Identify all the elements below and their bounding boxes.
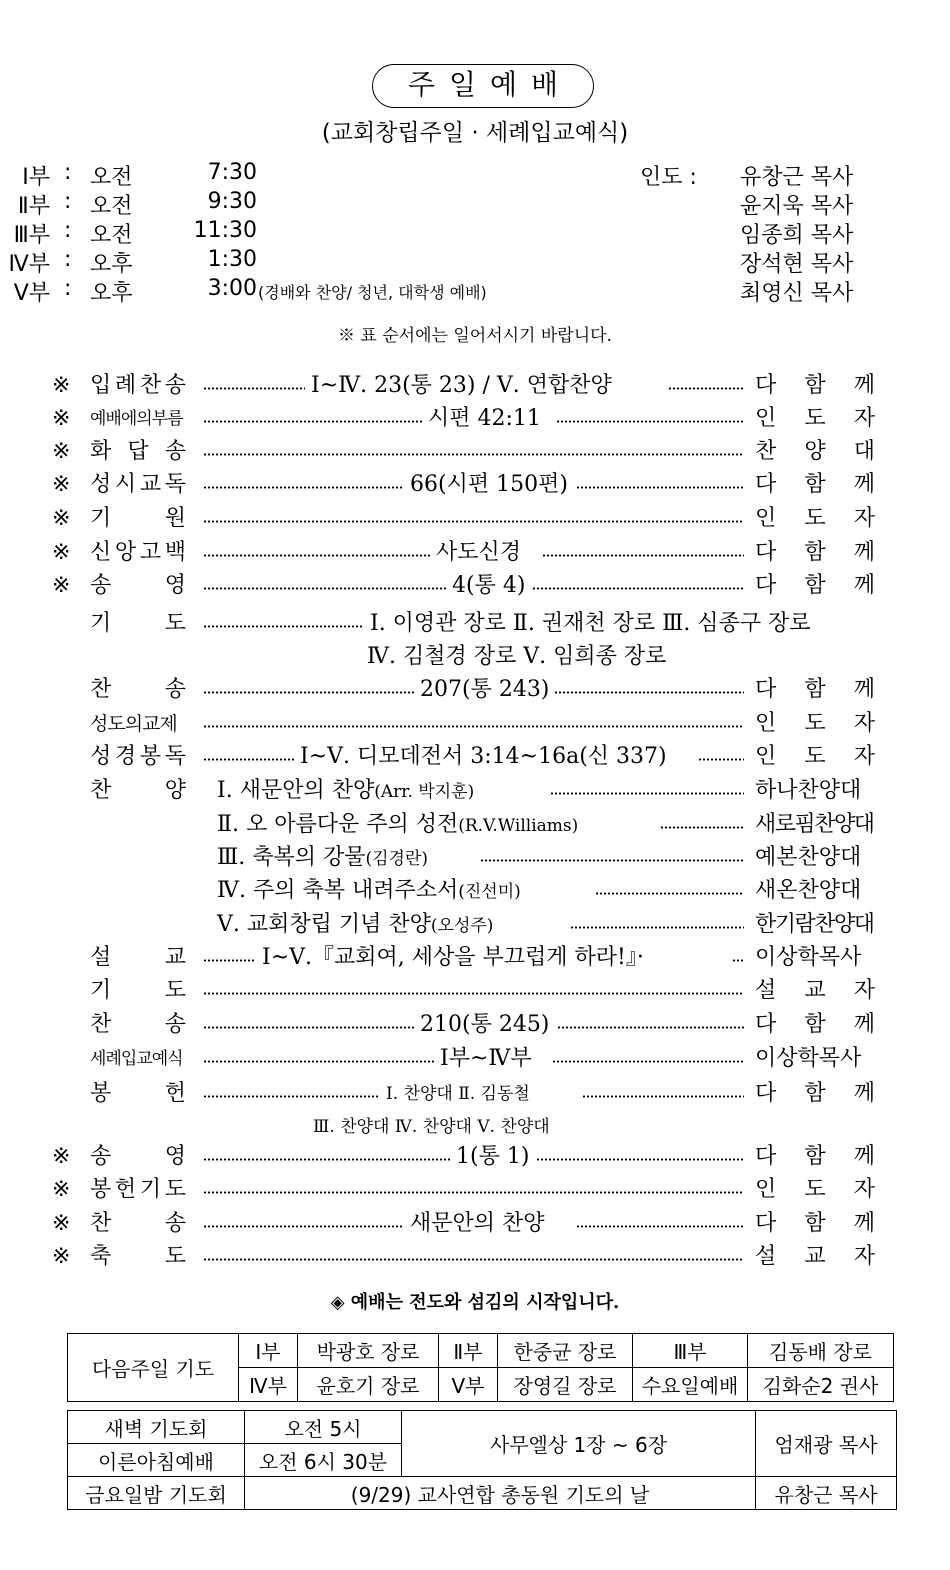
- prayer-part: Ⅴ부: [439, 1368, 498, 1402]
- order-item-name: 기 도: [90, 978, 186, 1003]
- order-item-who: 다 함 께: [755, 573, 875, 598]
- order-item-content: 시편 42:11: [428, 406, 541, 431]
- page-subtitle: (교회창립주일 · 세례입교예식): [321, 120, 629, 146]
- service-time: 9:30: [207, 189, 257, 214]
- standing-mark: ※: [52, 1177, 71, 1202]
- order-row: [0, 1242, 950, 1272]
- dot-leader: [203, 486, 404, 489]
- dot-leader: [554, 691, 744, 694]
- leader-label: 인도 :: [640, 165, 697, 190]
- order-row-continued: [0, 642, 950, 672]
- order-item-who: 다 함 께: [755, 1144, 875, 1169]
- order-item-who: 인 도 자: [755, 744, 875, 769]
- order-item-name: 기 도: [90, 611, 186, 636]
- dot-leader: [668, 387, 744, 390]
- order-item-name: 화 답 송: [90, 439, 186, 464]
- order-item-content: 새문안의 찬양: [410, 1211, 545, 1236]
- prayer-part: Ⅱ부: [439, 1334, 498, 1368]
- service-part: Ⅳ부: [8, 252, 50, 277]
- anthem-title: Ⅱ. 오 아름다운 주의 성전(R.V.Williams): [217, 812, 579, 837]
- standing-mark: ※: [52, 406, 71, 431]
- service-period: 오전: [90, 223, 133, 248]
- service-part: Ⅱ부: [17, 194, 50, 219]
- standing-mark: ※: [52, 1144, 71, 1169]
- prayer-part: Ⅳ부: [239, 1368, 298, 1402]
- prayer-name: 김동배 장로: [748, 1334, 894, 1368]
- dot-leader: [532, 587, 744, 590]
- friday-label: 금요일밤 기도회: [68, 1477, 245, 1510]
- dot-leader: [660, 826, 744, 829]
- dot-leader: [203, 1158, 450, 1161]
- order-row-continued: [0, 1112, 950, 1142]
- order-item-content: 4(통 4): [452, 573, 526, 598]
- order-row: [0, 1175, 950, 1205]
- dot-leader: [556, 420, 744, 423]
- anthem-title: Ⅲ. 축복의 강물(김경란): [217, 845, 428, 870]
- standing-mark: ※: [52, 1211, 71, 1236]
- order-item-name: 입 례 찬 송: [90, 373, 186, 398]
- order-row: [0, 538, 950, 568]
- service-part: Ⅰ부: [22, 165, 50, 190]
- order-row: [0, 742, 950, 772]
- anthem-row: [0, 910, 950, 940]
- service-part: Ⅲ부: [13, 223, 50, 248]
- dot-leader: [203, 691, 414, 694]
- service-row: Ⅳ부 : 오후 1:30: [0, 247, 600, 277]
- order-item-content: 207(통 243): [420, 677, 550, 702]
- order-item-content: 210(통 245): [420, 1012, 550, 1037]
- leader-name: 유창근 목사: [740, 165, 854, 190]
- dot-leader: [203, 554, 430, 557]
- standing-mark: ※: [52, 573, 71, 598]
- order-item-content: Ⅰ~Ⅴ. 디모데전서 3:14~16a(신 337): [300, 744, 667, 769]
- order-item-who: 인 도 자: [755, 506, 875, 531]
- dot-leader: [203, 992, 744, 995]
- order-row: [0, 976, 950, 1006]
- order-row: [0, 609, 950, 639]
- service-period: 오전: [90, 194, 133, 219]
- prayer-name: 박광호 장로: [298, 1334, 439, 1368]
- dawn-label: 새벽 기도회: [68, 1411, 245, 1444]
- order-item-name: 세례입교예식: [90, 1049, 183, 1069]
- order-row: [0, 571, 950, 601]
- meetings-table: [67, 1410, 897, 1510]
- slogan: ◈ 예배는 전도와 섬김의 시작입니다.: [330, 1292, 620, 1313]
- anthem-row: [0, 776, 950, 806]
- dot-leader: [732, 959, 744, 962]
- dot-leader: [203, 420, 422, 423]
- order-row: [0, 470, 950, 500]
- order-item-name: 축 도: [90, 1244, 186, 1269]
- order-row: [0, 404, 950, 434]
- service-note: (경배와 찬양/ 청년, 대학생 예배): [258, 283, 487, 302]
- dot-leader: [480, 859, 744, 862]
- dot-leader: [203, 1225, 404, 1228]
- order-item-content: 1(통 1): [456, 1144, 530, 1169]
- order-item-who: 인 도 자: [755, 406, 875, 431]
- service-period: 오전: [90, 165, 133, 190]
- dot-leader: [203, 1095, 380, 1098]
- order-item-who: 이상학목사: [755, 945, 862, 970]
- service-time: 11:30: [193, 218, 257, 243]
- order-row: [0, 504, 950, 534]
- choir-name: 새온찬양대: [755, 878, 862, 903]
- prayer-name: 한중균 장로: [498, 1334, 633, 1368]
- order-item-content: 66(시편 150편): [410, 472, 568, 497]
- prayer-label: 다음주일 기도: [68, 1334, 239, 1402]
- order-row: [0, 1079, 950, 1109]
- prayer-part: Ⅰ부: [239, 1334, 298, 1368]
- order-item-content: Ⅲ. 찬양대 Ⅳ. 찬양대 Ⅴ. 찬양대: [313, 1117, 550, 1137]
- prayer-part: 수요일예배: [633, 1368, 748, 1402]
- order-item-who: 다 함 께: [755, 472, 875, 497]
- order-row: [0, 709, 950, 739]
- choir-name: 예본찬양대: [755, 845, 862, 870]
- service-row: Ⅴ부 : 오후 3:00 (경배와 찬양/ 청년, 대학생 예배): [0, 276, 600, 306]
- order-item-name: 봉 헌 기 도: [90, 1177, 186, 1202]
- anthem-title: Ⅳ. 주의 축복 내려주소서(진선미): [217, 878, 521, 903]
- dot-leader: [203, 1258, 744, 1261]
- order-item-name: 성도의교제: [90, 713, 177, 735]
- dot-leader: [203, 725, 744, 728]
- order-item-who: 설 교 자: [755, 978, 875, 1003]
- standing-mark: ※: [52, 472, 71, 497]
- order-item-content: Ⅰ. 이영관 장로 Ⅱ. 권재천 장로 Ⅲ. 심종구 장로: [370, 611, 811, 636]
- friday-leader: 유창근 목사: [756, 1477, 897, 1510]
- choir-name: 하나찬양대: [755, 778, 862, 803]
- dawn-scripture: 사무엘상 1장 ~ 6장: [402, 1411, 756, 1477]
- order-item-name: 설 교: [90, 945, 186, 970]
- dot-leader: [203, 959, 256, 962]
- order-item-who: 다 함 께: [755, 1081, 875, 1106]
- leader-name: 최영신 목사: [740, 281, 854, 306]
- dot-leader: [203, 387, 305, 390]
- dot-leader: [203, 758, 294, 761]
- service-time: 3:00: [207, 276, 257, 301]
- early-time: 오전 6시 30분: [245, 1444, 402, 1477]
- anthem-title: Ⅴ. 교회창립 기념 찬양(오성주): [217, 912, 494, 937]
- friday-topic: (9/29) 교사연합 총동원 기도의 날: [245, 1477, 756, 1510]
- leader-name: 장석현 목사: [740, 252, 854, 277]
- dot-leader: [536, 1158, 744, 1161]
- early-label: 이른아침예배: [68, 1444, 245, 1477]
- order-item-name: 성 경 봉 독: [90, 744, 186, 769]
- standing-mark: ※: [52, 1244, 71, 1269]
- anthem-row: [0, 810, 950, 840]
- dot-leader: [203, 520, 744, 523]
- service-row: Ⅲ부 : 오전 11:30: [0, 218, 600, 248]
- prayer-part: Ⅲ부: [633, 1334, 748, 1368]
- page-title: 주일예배: [372, 64, 594, 108]
- order-row: [0, 675, 950, 705]
- prayer-name: 김화순2 권사: [748, 1368, 894, 1402]
- dot-leader: [203, 453, 744, 456]
- order-item-name: 찬 송: [90, 677, 186, 702]
- prayer-name: 장영길 장로: [498, 1368, 633, 1402]
- dawn-time: 오전 5시: [245, 1411, 402, 1444]
- service-time: 1:30: [207, 247, 257, 272]
- order-item-content: Ⅳ. 김철경 장로 Ⅴ. 임희종 장로: [367, 644, 667, 669]
- standing-note: ※ 표 순서에는 일어서시기 바랍니다.: [338, 326, 612, 346]
- order-item-name: 기 원: [90, 506, 186, 531]
- order-item-name: 찬 송: [90, 1012, 186, 1037]
- choir-name: 새로핌찬양대: [755, 812, 874, 837]
- order-item-who: 다 함 께: [755, 677, 875, 702]
- service-row: Ⅰ부 : 오전 7:30: [0, 160, 600, 190]
- order-item-who: 인 도 자: [755, 1177, 875, 1202]
- dot-leader: [576, 486, 744, 489]
- order-item-content: Ⅰ부~Ⅳ부: [440, 1046, 532, 1071]
- order-item-who: 다 함 께: [755, 373, 875, 398]
- order-item-name: 송 영: [90, 573, 186, 598]
- order-item-name: 성 시 교 독: [90, 472, 186, 497]
- anthem-row: [0, 843, 950, 873]
- order-item-who: 이상학목사: [755, 1046, 862, 1071]
- service-row: Ⅱ부 : 오전 9:30: [0, 189, 600, 219]
- choir-name: 한기람찬양대: [755, 912, 874, 937]
- order-item-who: 다 함 께: [755, 540, 875, 565]
- order-item-name: 찬 송: [90, 1211, 186, 1236]
- leader-name: 임종희 목사: [740, 223, 854, 248]
- standing-mark: ※: [52, 439, 71, 464]
- order-item-who: 인 도 자: [755, 711, 875, 736]
- leader-name: 윤지욱 목사: [740, 194, 854, 219]
- order-item-name: 송 영: [90, 1144, 186, 1169]
- order-row: [0, 437, 950, 467]
- dot-leader: [203, 1060, 434, 1063]
- order-item-who: 다 함 께: [755, 1012, 875, 1037]
- order-item-content: 사도신경: [436, 540, 522, 565]
- dawn-leader: 엄재광 목사: [756, 1411, 897, 1477]
- standing-mark: ※: [52, 506, 71, 531]
- dot-leader: [698, 758, 744, 761]
- order-row: [0, 943, 950, 973]
- anthem-title: Ⅰ. 새문안의 찬양(Arr. 박지훈): [217, 778, 475, 803]
- order-row: [0, 1142, 950, 1172]
- service-period: 오후: [90, 281, 133, 306]
- dot-leader: [203, 1191, 744, 1194]
- dot-leader: [552, 1060, 744, 1063]
- standing-mark: ※: [52, 540, 71, 565]
- prayer-name: 윤호기 장로: [298, 1368, 439, 1402]
- anthem-row: [0, 876, 950, 906]
- dot-leader: [557, 1026, 744, 1029]
- service-time: 7:30: [207, 160, 257, 185]
- order-item-content: Ⅰ~Ⅴ.『교회여, 세상을 부끄럽게 하라!』·: [262, 945, 644, 970]
- order-item-name: 찬 양: [90, 778, 186, 803]
- dot-leader: [542, 554, 744, 557]
- dot-leader: [203, 625, 364, 628]
- order-item-who: 다 함 께: [755, 1211, 875, 1236]
- order-row: [0, 1010, 950, 1040]
- dot-leader: [582, 1095, 744, 1098]
- order-item-name: 예배에의부름: [90, 409, 183, 429]
- next-week-prayer-table: [67, 1333, 894, 1402]
- service-part: Ⅴ부: [13, 281, 50, 306]
- dot-leader: [550, 792, 744, 795]
- dot-leader: [595, 892, 744, 895]
- order-item-content: Ⅰ~Ⅳ. 23(통 23) / Ⅴ. 연합찬양: [311, 373, 612, 398]
- order-item-name: 신 앙 고 백: [90, 540, 186, 565]
- service-period: 오후: [90, 252, 133, 277]
- dot-leader: [203, 587, 446, 590]
- order-row: [0, 1044, 950, 1074]
- order-item-name: 봉 헌: [90, 1081, 186, 1106]
- standing-mark: ※: [52, 373, 71, 398]
- order-item-content: Ⅰ. 찬양대 Ⅱ. 김동철: [386, 1084, 530, 1104]
- order-item-who: 설 교 자: [755, 1244, 875, 1269]
- dot-leader: [570, 926, 744, 929]
- order-item-who: 찬 양 대: [755, 439, 875, 464]
- order-row: [0, 371, 950, 401]
- order-row: [0, 1209, 950, 1239]
- dot-leader: [203, 1026, 414, 1029]
- dot-leader: [576, 1225, 744, 1228]
